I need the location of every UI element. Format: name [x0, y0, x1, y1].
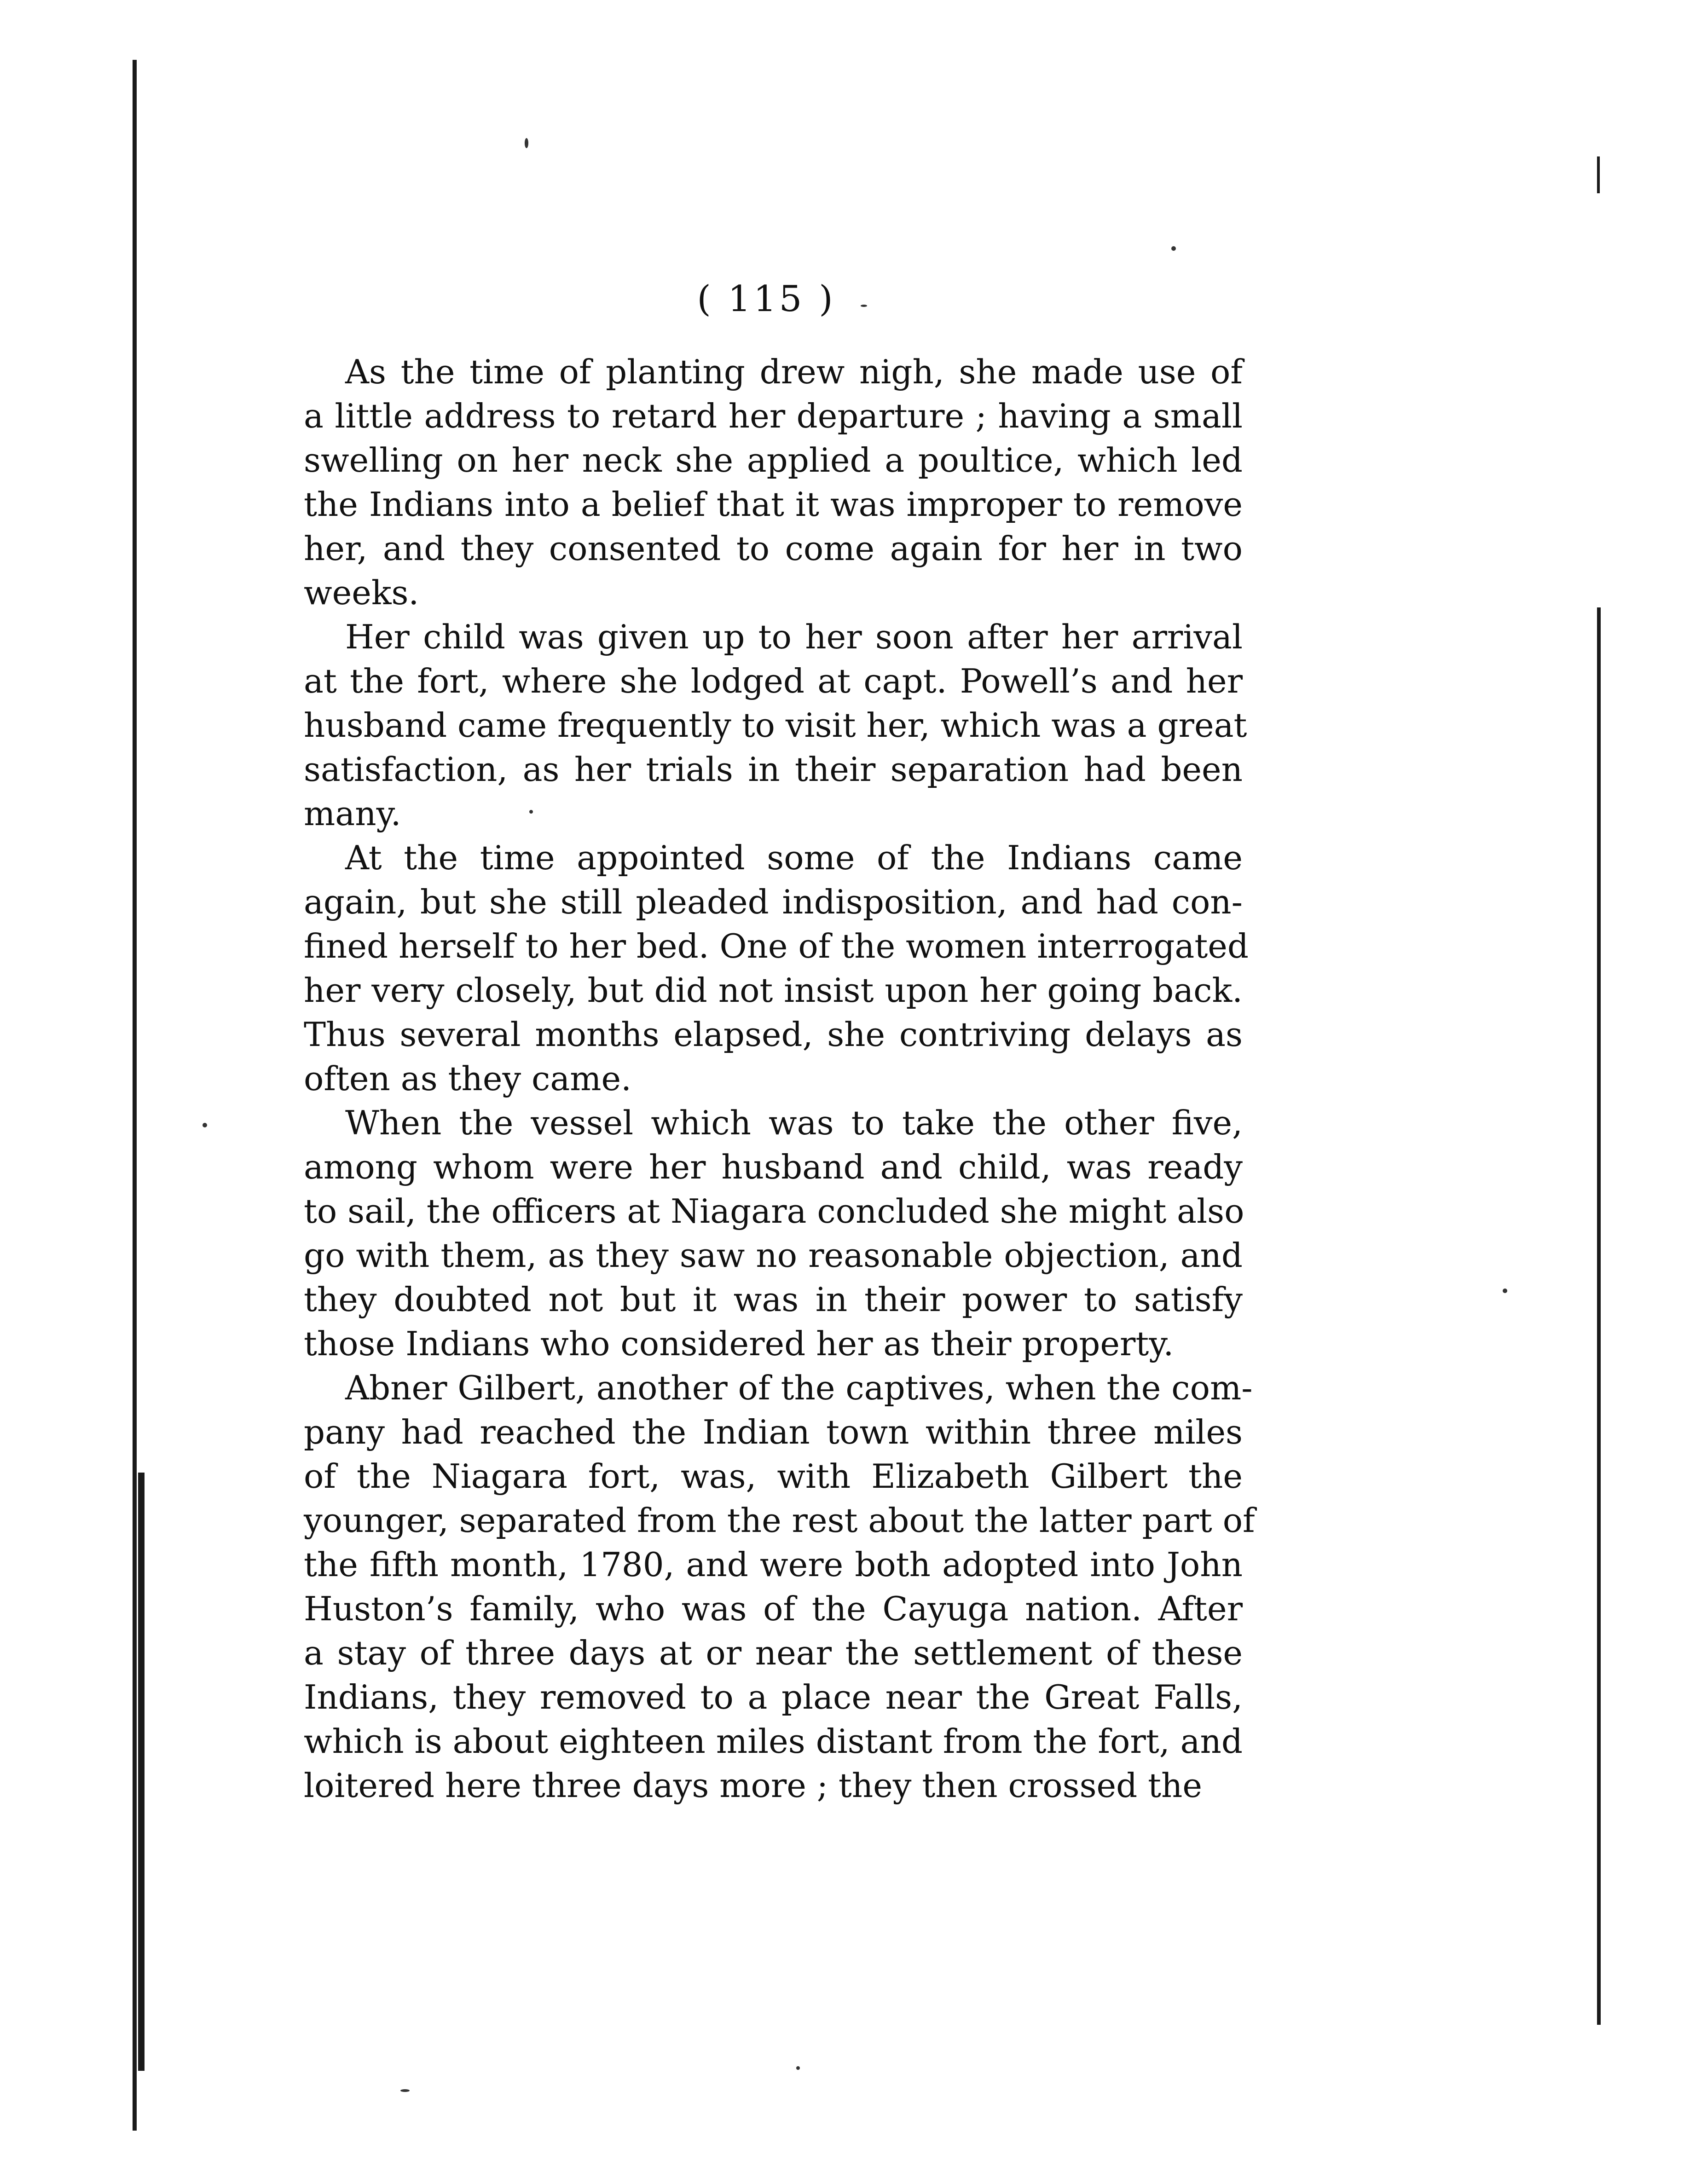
text-line: Huston’s family, who was of the Cayuga nation. After: [304, 1589, 1243, 1628]
scan-speck: [1503, 1288, 1507, 1293]
scan-speck: [1171, 246, 1176, 251]
scan-speck: [525, 138, 528, 148]
paragraph: [304, 1366, 1255, 1808]
scan-speck: [400, 2089, 410, 2092]
text-line: the fifth month, 1780, and were both adopted into John: [304, 1545, 1243, 1584]
right-margin-scan-line: [1597, 607, 1601, 2025]
text-line: again, but she still pleaded indisposition, and had con-: [304, 883, 1243, 921]
left-margin-scan-shadow: [138, 1473, 145, 2071]
text-line: fined herself to her bed. One of the women interrogated: [304, 927, 1249, 965]
text-line: go with them, as they saw no reasonable objection, and: [304, 1236, 1243, 1275]
body-text: [304, 350, 1255, 1808]
text-line: pany had reached the Indian town within three miles: [304, 1413, 1243, 1451]
text-line: the Indians into a belief that it was improper to remove: [304, 485, 1243, 524]
page-number: ( 115 ): [697, 278, 836, 320]
paragraph: [304, 836, 1249, 1101]
text-line: they doubted not but it was in their power to satisfy: [304, 1280, 1243, 1319]
right-margin-scan-mark: [1597, 156, 1600, 193]
text-line: Her child was given up to her soon after her arrival: [345, 618, 1243, 656]
text-line: her very closely, but did not insist upon her going back.: [304, 971, 1243, 1010]
paragraph: [304, 615, 1247, 836]
text-line: often as they came.: [304, 1059, 632, 1098]
scan-speck: [796, 2066, 800, 2070]
text-line: among whom were her husband and child, was ready: [304, 1148, 1243, 1186]
text-line: swelling on her neck she applied a poultice, which led: [304, 441, 1243, 480]
text-line: those Indians who considered her as their property.: [304, 1324, 1174, 1363]
text-line: loitered here three days more ; they then crossed the: [304, 1766, 1203, 1805]
left-margin-scan-line: [133, 60, 137, 2131]
text-line: Abner Gilbert, another of the captives, when the com-: [345, 1369, 1253, 1407]
text-line: a little address to retard her departure ; having a small: [304, 397, 1243, 435]
paragraph: [304, 1101, 1243, 1366]
text-line: weeks.: [304, 573, 419, 612]
text-line: which is about eighteen miles distant from the fort, and: [304, 1722, 1243, 1761]
text-line: many.: [304, 794, 401, 833]
scan-speck: [861, 305, 867, 307]
text-line: to sail, the officers at Niagara concluded she might also: [304, 1192, 1244, 1231]
text-line: of the Niagara fort, was, with Elizabeth Gilbert the: [304, 1457, 1243, 1496]
scan-speck: [203, 1123, 207, 1127]
text-line: younger, separated from the rest about the latter part of: [304, 1501, 1255, 1540]
text-line: husband came frequently to visit her, which was a great: [304, 706, 1247, 745]
text-line: at the fort, where she lodged at capt. Powell’s and her: [304, 662, 1243, 700]
text-line: Indians, they removed to a place near the Great Falls,: [304, 1678, 1243, 1716]
text-line: When the vessel which was to take the other five,: [345, 1104, 1243, 1142]
text-line: a stay of three days at or near the settlement of these: [304, 1634, 1243, 1672]
text-line: At the time appointed some of the Indians came: [345, 838, 1243, 877]
text-line: Thus several months elapsed, she contriving delays as: [304, 1015, 1243, 1054]
paragraph: [304, 350, 1243, 615]
text-line: satisfaction, as her trials in their separation had been: [304, 750, 1243, 789]
text-line: As the time of planting drew nigh, she made use of: [345, 352, 1243, 391]
text-line: her, and they consented to come again for her in two: [304, 529, 1243, 568]
